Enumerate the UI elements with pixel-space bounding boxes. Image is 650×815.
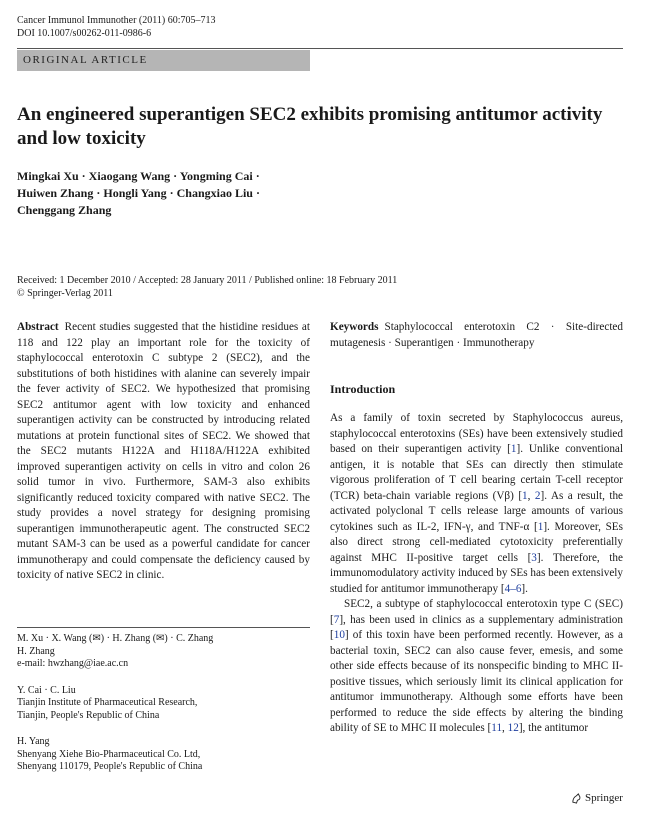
citation-link[interactable]: 7 xyxy=(333,613,340,626)
citation-link[interactable]: 12 xyxy=(507,722,519,734)
author-line: Huiwen Zhang · Hongli Yang · Changxiao Liu · xyxy=(17,186,260,200)
citation-link[interactable]: 3 xyxy=(531,551,537,564)
abstract-body: Recent studies suggested that the histidine residues at 118 and 122 play an important role for the toxicity of staphylococcal enterotoxin C subtype 2 (SEC2), and the substitutions of both histidines with alanine can severely impair the fever activity of SEC2. We hypothesized that promising SEC2 antitumor agent with low toxicity and enhanced superantigen activity can be constructed by introducing related mutations at protein functional sites of SEC2. We showed that the SEC2 mutants H122A and H118A/H122A exhibited improved superantigen activity on cells in vitro and colon 26 solid tumor in vivo. Furthermore, SAM-3 also exhibits significantly reduced toxicity compared with native SEC2. The study provides a novel strategy for designing promising superantigen immunotherapeutic agent. The constructed SEC2 mutant SAM-3 can be used as a powerful candidate for cancer immunotherapy and could compensate the deficiency caused by toxicity of native SEC2 in clinic. xyxy=(17,321,310,581)
abstract-text xyxy=(17,320,310,584)
article-title: An engineered superantigen SEC2 exhibits promising antitumor activity and low toxicity xyxy=(17,104,603,149)
publisher-logo xyxy=(571,791,623,805)
citation-link[interactable]: 1 xyxy=(537,520,544,533)
citation-link[interactable]: 2 xyxy=(534,489,541,502)
affiliation-rule xyxy=(17,627,310,628)
affiliation-line: H. Yang xyxy=(17,736,50,747)
intro-paragraph: As a family of toxin secreted by Staphylococcus aureus, staphylococcal enterotoxins (SEs) have been extensively studied based on their superantigen activity [1]. Unlike conventional antigen, it is notable that SEs can directly then stimulate vigorous proliferation of T cell bearing certain T-cell receptor (TCR) beta-chain variable regions (Vβ) [1, 2]. As a result, the activated polyclonal T cells release large amounts of various cytokines such as IL-2, IFN-γ, and TNF-α [1]. Moreover, SEs also direct strong cell-mediated cytotoxicity preferentially against MHC II-positive target cells [3]. Therefore, the immunomodulatory activity induced by SEs has been extensively studied for antitumor immunotherapy [4–6]. xyxy=(330,412,623,595)
introduction-heading: Introduction xyxy=(330,382,396,396)
citation-link[interactable]: 1 xyxy=(510,443,517,455)
citation-link[interactable]: 4–6 xyxy=(504,582,522,595)
affiliation-line: Y. Cai · C. Liu xyxy=(17,684,76,696)
header-rule xyxy=(17,48,623,49)
introduction-body xyxy=(330,411,623,737)
citation-link[interactable]: 1 xyxy=(522,489,528,502)
corresponding-email[interactable]: e-mail: hwzhang@iae.ac.cn xyxy=(17,658,129,669)
citation-link[interactable]: 10 xyxy=(333,629,345,641)
keywords-text xyxy=(330,320,623,351)
affiliation-line: Shenyang 110179, People's Republic of China xyxy=(17,761,203,772)
journal-citation: Cancer Immunol Immunother (2011) 60:705–713 xyxy=(17,15,216,26)
springer-horse-icon xyxy=(571,793,582,804)
abstract xyxy=(17,320,310,584)
affiliation-line: Shenyang Xiehe Bio-Pharmaceutical Co. Ltd, xyxy=(17,748,201,760)
affiliation-line: Tianjin, People's Republic of China xyxy=(17,709,160,721)
publisher-name: Springer xyxy=(585,792,623,804)
keywords-label: Keywords xyxy=(330,321,379,333)
copyright: © Springer-Verlag 2011 xyxy=(17,288,113,299)
author-line: Mingkai Xu · Xiaogang Wang · Yongming Cai · xyxy=(17,169,260,183)
author-line: Chenggang Zhang xyxy=(17,203,112,217)
article-type-banner: ORIGINAL ARTICLE xyxy=(17,50,310,71)
keywords-body: Staphylococcal enterotoxin C2 · Site-directed mutagenesis · Superantigen · Immunotherapy xyxy=(330,321,623,349)
affiliation-authors: H. Zhang xyxy=(17,645,55,657)
affiliations xyxy=(17,633,310,774)
received-dates: Received: 1 December 2010 / Accepted: 28 January 2011 / Published online: 18 February 2011 xyxy=(17,275,398,286)
affiliation-authors: M. Xu · X. Wang (✉) · H. Zhang (✉) · C. Zhang xyxy=(17,633,214,644)
intro-paragraph: SEC2, a subtype of staphylococcal enterotoxin type C (SEC) [7], has been used in clinics as a supplementary administration [10] of this toxin have been performed recently. However, as a bacterial toxin, SEC2 can also cause fever, emesis, and some other side effects because of its nonspecific binding to MHC II-positive tissues, which seriously limit its clinical application for antitumor immunotherapy. Although some efforts have been performed to reduce the side effects by altering the binding ability of SE to MHC II molecules [11, 12], the antitumor xyxy=(330,598,623,734)
abstract-label: Abstract xyxy=(17,321,59,333)
citation-link[interactable]: 11 xyxy=(491,722,503,734)
author-list xyxy=(17,168,397,219)
keywords xyxy=(330,320,623,351)
doi: DOI 10.1007/s00262-011-0986-6 xyxy=(17,28,152,39)
affiliation-line: Tianjin Institute of Pharmaceutical Research, xyxy=(17,697,198,708)
